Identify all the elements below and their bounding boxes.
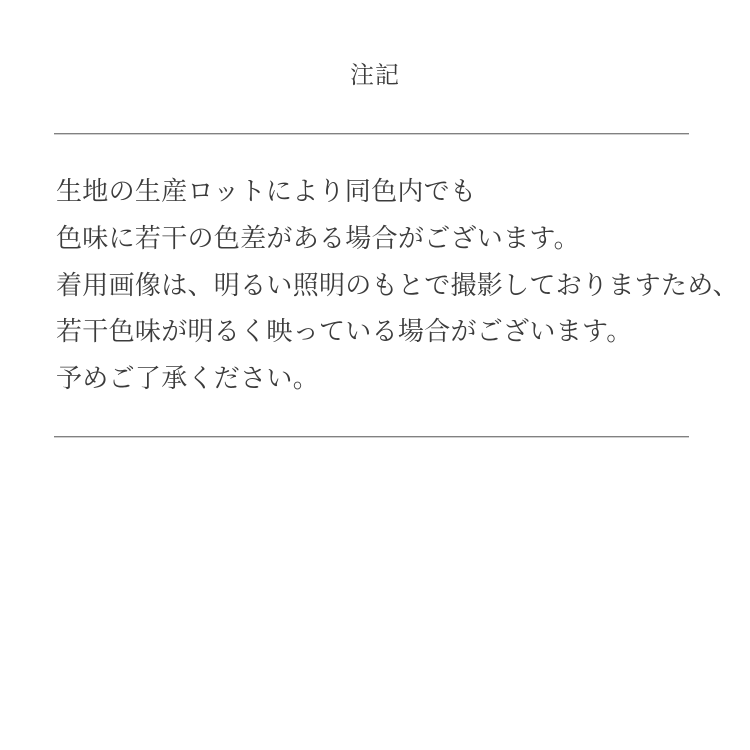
notice-body	[56, 168, 739, 402]
divider-top	[54, 133, 689, 134]
notice-line-1: 生地の生産ロットにより同色内でも	[56, 176, 477, 206]
notice-line-4: 若干色味が明るく映っている場合がございます。	[56, 316, 633, 347]
divider-bottom	[54, 436, 689, 437]
page-title: 注記	[350, 62, 400, 89]
notice-line-2: 色味に若干の色差がある場合がございます。	[56, 222, 580, 253]
notice-line-3: 着用画像は、明るい照明のもとで撮影しておりますため、	[56, 269, 739, 300]
notice-line-5: 予めご了承ください。	[56, 363, 320, 394]
